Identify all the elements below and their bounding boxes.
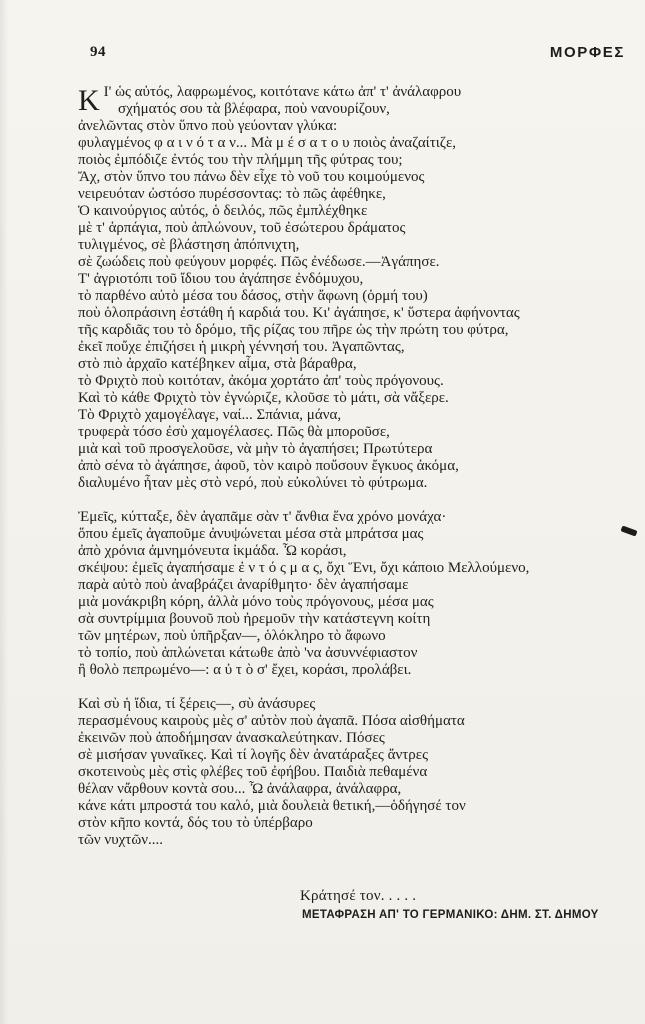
page-edge-shadow <box>0 0 8 1024</box>
stanza-1 <box>78 84 638 492</box>
poem-line: Ι' ὡς αὐτός, λαφρωμένος, κοιτότανε κάτω ἀπ' τ' ἀνάλαφρου <box>103 84 462 100</box>
stanza-2 <box>78 509 638 679</box>
poem-line: τρυφερὰ τόσο ἐσὺ χαμογέλασες. Πῶς θὰ μποροῦσε, <box>78 424 390 440</box>
poem-line: τυλιγμένος, σὲ βλάστηση ἀπόπνιχτη, <box>78 237 300 253</box>
poem-line: κάνε κάτι μπροστά του καλό, μιὰ δουλειὰ θετική,—ὁδήγησέ τον <box>78 798 466 814</box>
poem-line: διαλυμένο ἦταν μὲς στὸ νερό, ποὺ εὐκολύνει τὸ φύτρωμα. <box>78 475 428 491</box>
poem-line: μιὰ μονάκριβη κόρη, ἀλλὰ μόνο τοὺς πρόγονους, μέσα μας <box>78 594 434 610</box>
poem-line: θέλαν νἄρθουν κοντὰ σου... Ὦ ἀνάλαφρα, ἀνάλαφρα, <box>78 781 402 797</box>
poem-line: ἀπὸ σένα τὸ ἀγάπησε, ἀφοῦ, τὸν καιρὸ ποὔσουν ἔγκυος ἀκόμα, <box>78 458 459 474</box>
poem-signoff: Κράτησέ τον. . . . . <box>300 888 417 904</box>
translation-credit: ΜΕΤΑΦΡΑΣΗ ΑΠ' ΤΟ ΓΕΡΜΑΝΙΚΟ: ΔΗΜ. ΣΤ. ΔΗΜΟΥ <box>302 909 599 921</box>
poem-line: ποὺ ὁλοπράσινη ἐστάθη ἡ καρδιά του. Κι' ἀγάπησε, κ' ὕστερα ἀφήνοντας <box>78 305 520 321</box>
poem-line: τῆς καρδιᾶς του τὸ δρόμο, τῆς ρίζας του πῆρε ὡς τὴν πρώτη του φύτρα, <box>78 322 509 338</box>
poem-line: ἀπὸ χρόνια ἀμνημόνευτα ἰκμάδα. Ὦ κοράσι, <box>78 543 347 559</box>
poem-line: σχήματός σου τὰ βλέφαρα, ποὺ νανουρίζουν, <box>118 101 390 117</box>
drop-cap: Κ <box>78 84 100 117</box>
poem-line: σκοτεινοὺς μὲς στὶς φλέβες τοῦ ἐφήβου. Παιδιὰ πεθαμένα <box>78 764 428 780</box>
page-number: 94 <box>90 44 106 60</box>
poem-line: Καὶ σὺ ἡ ἴδια, τί ξέρεις—, σὺ ἀνάσυρες <box>78 696 316 712</box>
poem-line: νειρευόταν ὡστόσο πυρέσσοντας: τὸ πῶς ἀφέθηκε, <box>78 186 386 202</box>
poem-line: σὲ ζωώδεις ποὺ φεύγουν μορφές. Πῶς ἐνέδωσε.—Ἀγάπησε. <box>78 254 440 270</box>
poem-line: τὸ Φριχτὸ ποὺ κοιτόταν, ἀκόμα χορτάτο ἀπ' τοὺς πρόγονους. <box>78 373 444 389</box>
poem-body <box>78 84 638 849</box>
poem-line: στὸ πιὸ ἀρχαῖο κατέβηκεν αἷμα, στὰ βάραθρα, <box>78 356 357 372</box>
poem-line: Ἄχ, στὸν ὕπνο του πάνω δὲν εἶχε τὸ νοῦ του κοιμούμενος <box>78 169 425 185</box>
poem-line: τῶν νυχτῶν.... <box>78 832 163 848</box>
page-header <box>86 44 625 66</box>
poem-line: τὸ παρθένο αὐτὸ μέσα του δάσος, στὴν ἄφωνη (ὁρμή του) <box>78 288 428 304</box>
poem-line: φυλαγμένος φ α ι ν ό τ α ν... Μὰ μ έ σ α τ ο υ ποιὸς ἀναζαίτιζε, <box>78 135 457 151</box>
poem-line: Τὸ Φριχτὸ χαμογέλαγε, ναί... Σπάνια, μάνα, <box>78 407 342 423</box>
poem-line: ποιὸς ἐμπόδιζε ἐντός του τὴν πλήμμη τῆς φύτρας του; <box>78 152 403 168</box>
poem-line: περασμένους καιροὺς μὲς σ' αὐτὸν ποὺ ἀγαπᾶ. Πόσα αἰσθήματα <box>78 713 465 729</box>
poem-line: ἀνελῶντας στὸν ὕπνο ποὺ γεύονταν γλύκα: <box>78 118 338 134</box>
poem-line: μὲ τ' ἁρπάγια, ποὺ ἁπλώνουν, τοῦ ἐσώτερου δράματος <box>78 220 406 236</box>
poem-line: παρὰ αὐτὸ ποὺ ἀναβράζει ἀναρίθμητο· δὲν ἀγαπήσαμε <box>78 577 409 593</box>
stanza-3 <box>78 696 638 849</box>
poem-line: σκέψου: ἐμεῖς ἀγαπήσαμε ἐ ν τ ό ς μ α ς, ὄχι Ἕνι, ὄχι κάποιο Μελλούμενο, <box>78 560 530 576</box>
poem-line: σὰ συντρίμμια βουνοῦ ποὺ ἠρεμοῦν τὴν κατάστεγνη κοίτη <box>78 611 431 627</box>
poem-line: τῶν μητέρων, ποὺ ὑπῆρξαν—, ὁλόκληρο τὸ ἄφωνο <box>78 628 386 644</box>
poem-line: ἐκεινῶν ποὺ ἀποδήμησαν ἀνασκαλεύτηκαν. Πόσες <box>78 730 385 746</box>
poem-line: Ὁ καινούργιος αὐτός, ὁ δειλός, πῶς ἐμπλέχθηκε <box>78 203 368 219</box>
poem-line: σὲ μισήσαν γυναῖκες. Καὶ τί λογῆς δὲν ἀνατάραξες ἄντρες <box>78 747 429 763</box>
poem-line: ἢ θολὸ πεπρωμένο—: α ὐ τ ὸ σ' ἔχει, κοράσι, προλάβει. <box>78 662 412 678</box>
poem-line: Ἐμεῖς, κύτταξε, δὲν ἀγαπᾶμε σὰν τ' ἄνθια ἕνα χρόνο μονάχα· <box>78 509 447 525</box>
poem-line: στὸν κῆπο κοντά, δός του τὸ ὑπέρβαρο <box>78 815 313 831</box>
poem-line: τὸ τοπίο, ποὺ ἁπλώνεται κάτωθε ἀπὸ 'να ἀσυννέφιαστον <box>78 645 418 661</box>
poem-line: ὅπου ἐμεῖς ἀγαποῦμε ἀνυψώνεται μέσα στὰ μπράτσα μας <box>78 526 424 542</box>
poem-line: ἐκεῖ ποὔχε ἐπιζήσει ἡ μικρὴ γέννησή του. Ἀγαπῶντας, <box>78 339 405 355</box>
poem-line: μιὰ καὶ τοῦ προσγελοῦσε, νὰ μὴν τὸ ἀγαπήσει; Πρωτύτερα <box>78 441 433 457</box>
poem-line: Τ' ἀγριοτόπι τοῦ ἴδιου του ἀγάπησε ἐνδόμυχου, <box>78 271 364 287</box>
magazine-title: ΜΟΡΦΕΣ <box>549 44 625 61</box>
poem-line: Καὶ τὸ κάθε Φριχτὸ τὸν ἐγνώριζε, κλοῦσε τὸ μάτι, σὰ νἄξερε. <box>78 390 449 406</box>
